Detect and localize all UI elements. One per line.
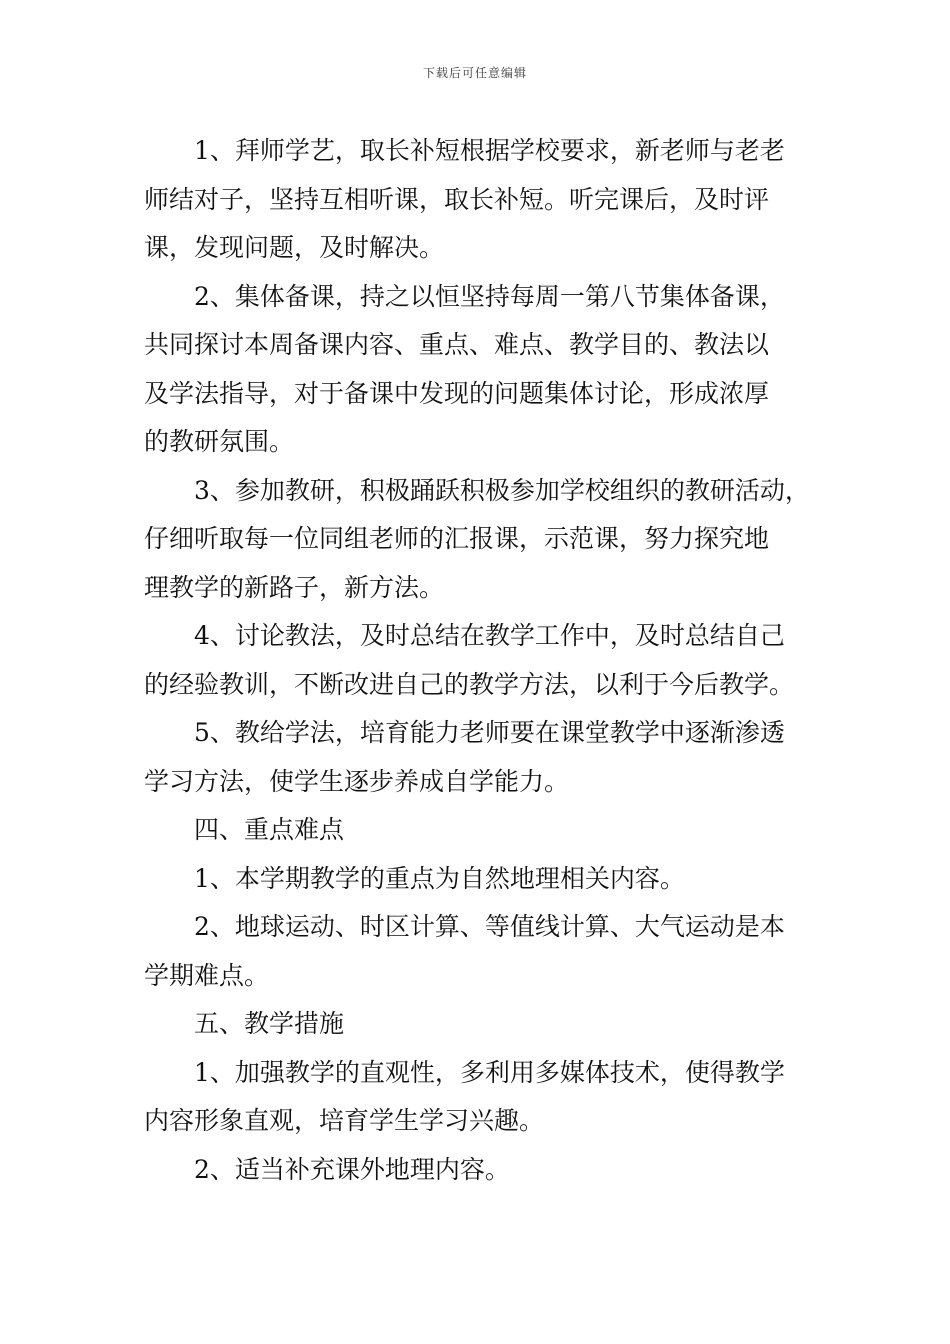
paragraph-line: 2、适当补充课外地理内容。 <box>194 1154 510 1184</box>
paragraph-line: 内容形象直观，培育学生学习兴趣。 <box>144 1106 545 1135</box>
paragraph-line: 1、加强教学的直观性，多利用多媒体技术，使得教学 <box>194 1057 785 1087</box>
section-heading: 四、重点难点 <box>194 815 345 844</box>
paragraph-line: 1、拜师学艺，取长补短根据学校要求，新老师与老老 <box>194 136 785 165</box>
page-header-note: 下载后可任意编辑 <box>422 66 527 80</box>
paragraph-line: 学习方法，使学生逐步养成自学能力。 <box>144 766 570 796</box>
paragraph-line: 5、教给学法，培育能力老师要在课堂教学中逐渐渗透 <box>194 718 785 747</box>
paragraph-line: 3、参加教研，积极踊跃积极参加学校组织的教研活动， <box>194 475 810 505</box>
paragraph-line: 的教研氛围。 <box>144 427 295 456</box>
paragraph-line: 师结对子，坚持互相听课，取长补短。听完课后，及时评 <box>144 184 770 214</box>
paragraph-line: 学期难点。 <box>144 960 270 990</box>
paragraph-line: 4、讨论教法，及时总结在教学工作中，及时总结自己 <box>194 621 785 650</box>
paragraph-line: 1、本学期教学的重点为自然地理相关内容。 <box>194 863 685 893</box>
paragraph-line: 的经验教训，不断改进自己的教学方法，以利于今后教学。 <box>144 669 795 699</box>
paragraph-line: 仔细听取每一位同组老师的汇报课，示范课，努力探究地 <box>144 524 770 553</box>
paragraph-line: 及学法指导，对于备课中发现的问题集体讨论，形成浓厚 <box>144 378 770 408</box>
document-body <box>144 127 816 1194</box>
section-heading: 五、教学措施 <box>194 1009 345 1038</box>
paragraph-line: 共同探讨本周备课内容、重点、难点、教学目的、教法以 <box>144 330 770 359</box>
paragraph-line: 理教学的新路子，新方法。 <box>144 572 445 602</box>
paragraph-line: 2、地球运动、时区计算、等值线计算、大气运动是本 <box>194 912 785 941</box>
paragraph-line: 2、集体备课，持之以恒坚持每周一第八节集体备课， <box>194 281 785 311</box>
paragraph-line: 课，发现问题，及时解决。 <box>144 233 445 262</box>
